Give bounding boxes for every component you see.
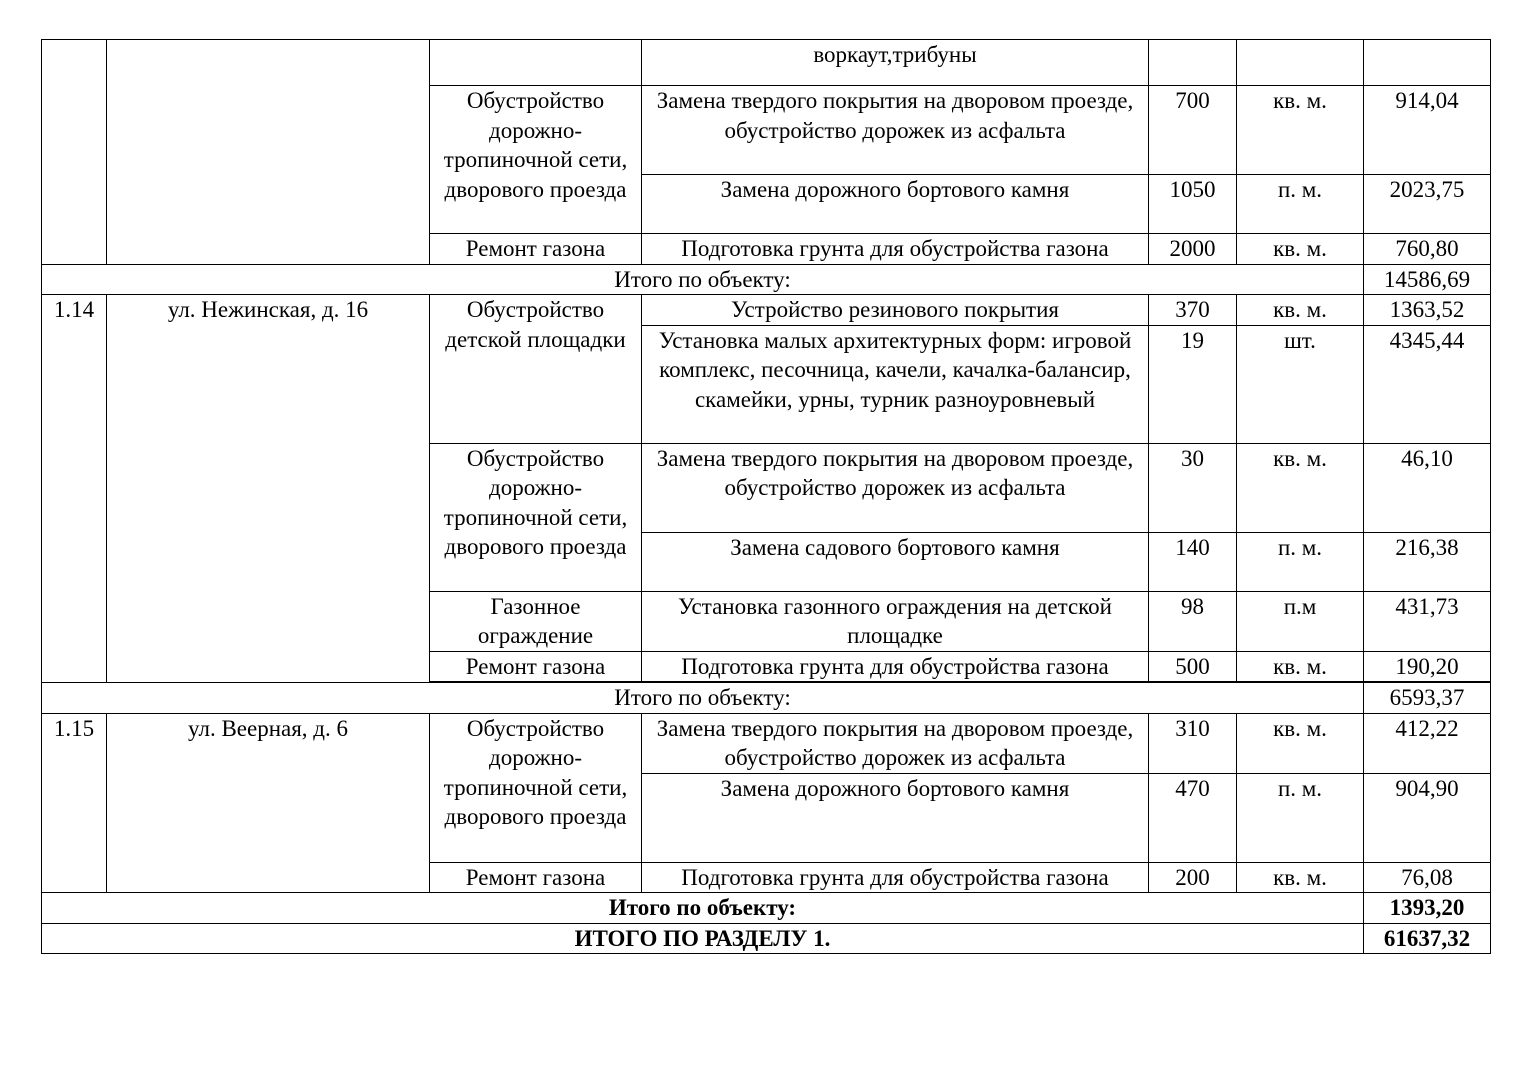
work-type-cell: Ремонт газона xyxy=(430,234,642,265)
cost-cell: 760,80 xyxy=(1364,234,1491,265)
work-type-cell: Обустройство дорожно-тропиночной сети, дворового проезда xyxy=(430,86,642,234)
subtotal-row xyxy=(42,683,1491,714)
subtotal-row xyxy=(42,264,1491,295)
cost-cell: 904,90 xyxy=(1364,773,1491,862)
quantity-cell xyxy=(1149,40,1237,86)
work-description-cell xyxy=(642,86,1149,175)
unit-cell: п.м xyxy=(1237,591,1364,651)
work-description-cell: Подготовка грунта для обустройства газона xyxy=(642,651,1149,682)
quantity-cell: 310 xyxy=(1149,713,1237,773)
work-description-cell: Установка газонного ограждения на детской площадке xyxy=(642,591,1149,651)
table-row xyxy=(42,713,1491,773)
quantity-cell: 470 xyxy=(1149,773,1237,862)
section-total-label: ИТОГО ПО РАЗДЕЛУ 1. xyxy=(42,923,1364,954)
section-total-value: 61637,32 xyxy=(1364,923,1491,954)
cost-cell: 1363,52 xyxy=(1364,295,1491,326)
quantity-cell: 30 xyxy=(1149,443,1237,532)
work-type-cell: Ремонт газона xyxy=(430,862,642,893)
table-row xyxy=(42,40,1491,86)
work-type-cell: Обустройство дорожно-тропиночной сети, дворового проезда xyxy=(430,443,642,591)
work-description-cell: Замена дорожного бортового камня xyxy=(642,175,1149,234)
cost-cell: 216,38 xyxy=(1364,532,1491,591)
subtotal-value: 6593,37 xyxy=(1364,683,1491,714)
work-type-cell: Обустройство детской площадки xyxy=(430,295,642,444)
quantity-cell: 2000 xyxy=(1149,234,1237,265)
work-description-cell: Устройство резинового покрытия xyxy=(642,295,1149,326)
work-type-cell xyxy=(430,40,642,86)
cost-cell: 46,10 xyxy=(1364,443,1491,532)
work-description-cell: Подготовка грунта для обустройства газона xyxy=(642,862,1149,893)
cost-cell: 431,73 xyxy=(1364,591,1491,651)
address-cell xyxy=(107,40,430,265)
address-cell: ул. Веерная, д. 6 xyxy=(107,713,430,893)
section-total-row xyxy=(42,923,1491,954)
cost-cell: 76,08 xyxy=(1364,862,1491,893)
work-description-cell: Замена дорожного бортового камня xyxy=(642,773,1149,862)
unit-cell: кв. м. xyxy=(1237,713,1364,773)
unit-cell: шт. xyxy=(1237,325,1364,443)
description-line: обустройство дорожек из асфальта xyxy=(724,475,1066,500)
number-cell xyxy=(42,40,107,265)
work-description-cell: Подготовка грунта для обустройства газона xyxy=(642,234,1149,265)
work-type-cell: Газонное ограждение xyxy=(430,591,642,651)
work-description-cell xyxy=(642,443,1149,532)
cost-cell: 190,20 xyxy=(1364,651,1491,682)
work-description-cell: воркаут,трибуны xyxy=(642,40,1149,86)
subtotal-label: Итого по объекту: xyxy=(42,683,1364,714)
subtotal-value: 1393,20 xyxy=(1364,893,1491,924)
cost-cell: 4345,44 xyxy=(1364,325,1491,443)
unit-cell: кв. м. xyxy=(1237,443,1364,532)
cost-cell: 914,04 xyxy=(1364,86,1491,175)
unit-cell: п. м. xyxy=(1237,175,1364,234)
unit-cell: кв. м. xyxy=(1237,234,1364,265)
unit-cell: кв. м. xyxy=(1237,651,1364,682)
subtotal-label: Итого по объекту: xyxy=(42,264,1364,295)
description-line: обустройство дорожек из асфальта xyxy=(724,117,1066,143)
number-cell: 1.14 xyxy=(42,295,107,683)
unit-cell: кв. м. xyxy=(1237,86,1364,175)
work-type-cell: Ремонт газона xyxy=(430,651,642,682)
unit-cell xyxy=(1237,40,1364,86)
quantity-cell: 200 xyxy=(1149,862,1237,893)
quantity-cell: 98 xyxy=(1149,591,1237,651)
cost-cell: 2023,75 xyxy=(1364,175,1491,234)
unit-cell: кв. м. xyxy=(1237,862,1364,893)
number-cell: 1.15 xyxy=(42,713,107,893)
work-description-cell: Замена твердого покрытия на дворовом проезде, обустройство дорожек из асфальта xyxy=(642,713,1149,773)
unit-cell: п. м. xyxy=(1237,773,1364,862)
cost-cell: 412,22 xyxy=(1364,713,1491,773)
table-row xyxy=(42,295,1491,326)
work-description-cell: Установка малых архитектурных форм: игровой комплекс, песочница, качели, качалка-балансир, скамейки, урны, турник разноуровневый xyxy=(642,325,1149,443)
work-description-cell: Замена садового бортового камня xyxy=(642,532,1149,591)
quantity-cell: 700 xyxy=(1149,86,1237,175)
subtotal-row xyxy=(42,893,1491,924)
subtotal-value: 14586,69 xyxy=(1364,264,1491,295)
quantity-cell: 19 xyxy=(1149,325,1237,443)
cost-cell xyxy=(1364,40,1491,86)
address-cell: ул. Нежинская, д. 16 xyxy=(107,295,430,683)
quantity-cell: 500 xyxy=(1149,651,1237,682)
description-line: Замена твердого покрытия на дворовом проезде, xyxy=(656,88,1134,113)
subtotal-label: Итого по объекту: xyxy=(42,893,1364,924)
unit-cell: кв. м. xyxy=(1237,295,1364,326)
quantity-cell: 1050 xyxy=(1149,175,1237,234)
works-table xyxy=(41,39,1491,954)
work-type-cell: Обустройство дорожно-тропиночной сети, дворового проезда xyxy=(430,713,642,862)
description-line: Замена твердого покрытия на дворовом проезде, xyxy=(656,445,1134,471)
quantity-cell: 140 xyxy=(1149,532,1237,591)
quantity-cell: 370 xyxy=(1149,295,1237,326)
unit-cell: п. м. xyxy=(1237,532,1364,591)
